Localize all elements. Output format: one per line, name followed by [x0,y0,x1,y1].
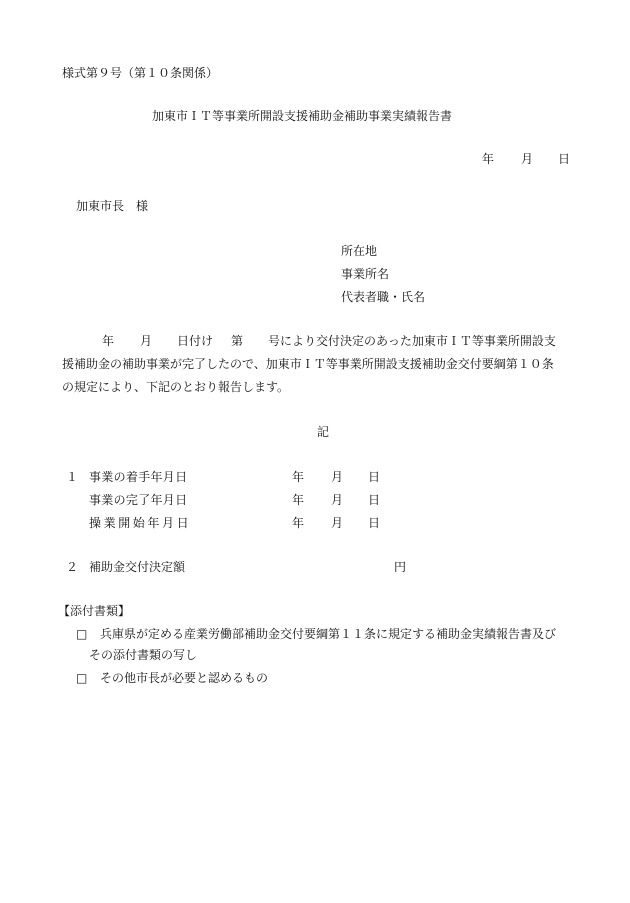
ki-mark: 記 [317,425,330,439]
date-day: 日 [558,152,571,166]
checkbox: □ [76,627,88,641]
operation-start-label: 操業開始年月日 [89,516,192,530]
attachment-text-line2: その添付書類の写し [89,648,198,662]
address-label: 所在地 [341,244,378,258]
completion-date-label: 事業の完了年月日 [89,493,188,507]
document-title: 加東市ＩＴ等事業所開設支援補助金補助事業実績報告書 [152,109,453,123]
body-line1-rest: 号により交付決定のあった加東市ＩＴ等事業所開設支 [268,334,556,348]
body-year: 年 [102,334,115,348]
grant-amount-label: 補助金交付決定額 [89,560,186,574]
body-line3: の規定により、下記のとおり報告します。 [62,380,290,394]
body-no: 第 [231,334,244,348]
attachments-heading: 【添付書類】 [58,604,131,618]
representative-label: 代表者職・氏名 [341,290,426,304]
start-month: 月 [331,470,344,484]
addressee: 加東市長 様 [76,199,149,213]
completion-month: 月 [331,493,344,507]
attachment-text-line1: 兵庫県が定める産業労働部補助金交付要綱第１１条に規定する補助金実績報告書及び [100,627,557,641]
completion-year: 年 [292,493,305,507]
operation-year: 年 [292,516,305,530]
item1-number: １ [66,470,79,484]
form-number: 様式第９号（第１０条関係） [62,66,219,80]
body-month: 月 [140,334,153,348]
office-name-label: 事業所名 [341,267,390,281]
start-year: 年 [292,470,305,484]
operation-month: 月 [331,516,344,530]
start-date-label: 事業の着手年月日 [89,470,188,484]
start-day: 日 [368,470,381,484]
yen-unit: 円 [394,560,407,574]
attachment-text-line1: その他市長が必要と認めるもの [100,671,269,685]
operation-day: 日 [368,516,381,530]
body-line2: 援補助金の補助事業が完了したので、加東市ＩＴ等事業所開設支援補助金交付要綱第１０条 [62,357,554,371]
completion-day: 日 [368,493,381,507]
checkbox: □ [76,671,88,685]
date-year: 年 [482,152,495,166]
item2-number: ２ [66,560,79,574]
body-dated: 日付け [177,334,214,348]
date-month: 月 [521,152,534,166]
